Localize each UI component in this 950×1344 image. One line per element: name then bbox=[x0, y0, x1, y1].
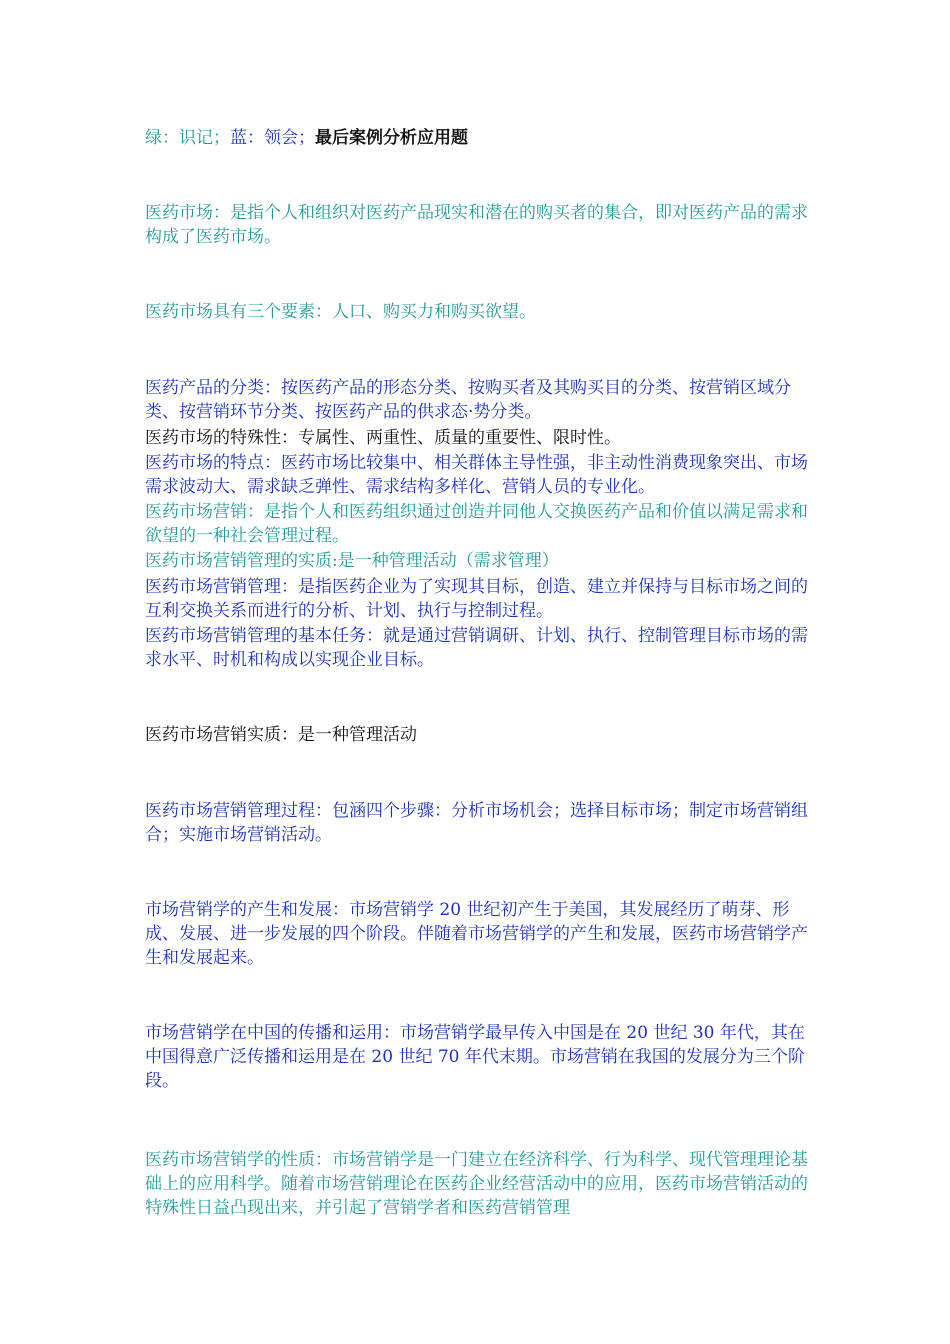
paragraph-market-characteristics: 医药市场的特点：医药市场比较集中、相关群体主导性强，非主动性消费现象突出、市场需求波动大、需求缺乏弹性、需求结构多样化、营销人员的专业化。 bbox=[145, 453, 808, 497]
paragraph-market-particularity: 医药市场的特殊性：专属性、两重性、质量的重要性、限时性。 bbox=[145, 428, 621, 448]
paragraph-marketing-essence: 医药市场营销实质：是一种管理活动 bbox=[145, 725, 417, 745]
paragraph-product-classification: 医药产品的分类：按医药产品的形态分类、按购买者及其购买目的分类、按营销区域分类、按营销环节分类、按医药产品的供求态·势分类。 bbox=[145, 378, 791, 422]
paragraph-discipline-nature: 医药市场营销学的性质：市场营销学是一门建立在经济科学、行为科学、现代管理理论基础上的应用科学。随着市场营销理论在医药企业经营活动中的应用，医药市场营销活动的特殊性日益凸现出来，并引起了营销学者和医药营销管理 bbox=[145, 1150, 808, 1218]
paragraph-marketing-management: 医药市场营销管理：是指医药企业为了实现其目标，创造、建立并保持与目标市场之间的互利交换关系而进行的分析、计划、执行与控制过程。 bbox=[145, 577, 808, 621]
paragraph-marketing-definition: 医药市场营销：是指个人和医药组织通过创造并同他人交换医药产品和价值以满足需求和欲望的一种社会管理过程。 bbox=[145, 502, 808, 546]
paragraph-management-process: 医药市场营销管理过程：包涵四个步骤：分析市场机会；选择目标市场；制定市场营销组合；实施市场营销活动。 bbox=[145, 801, 808, 845]
paragraph-china-spread: 市场营销学在中国的传播和运用：市场营销学最早传入中国是在 20 世纪 30 年代，其在中国得意广泛传播和运用是在 20 世纪 70 年代末期。市场营销在我国的发展分为三个阶段。 bbox=[145, 1023, 805, 1091]
legend-bold-label: 最后案例分析应用题 bbox=[315, 128, 468, 148]
paragraph-pharma-market-definition: 医药市场：是指个人和组织对医药产品现实和潜在的购买者的集合，即对医药产品的需求构成了医药市场。 bbox=[145, 203, 808, 247]
legend-blue-label: 蓝：领会； bbox=[230, 128, 315, 148]
legend-green-label: 绿：识记； bbox=[145, 128, 230, 148]
paragraph-management-essence: 医药市场营销管理的实质:是一种管理活动（需求管理） bbox=[145, 551, 559, 571]
paragraph-market-elements: 医药市场具有三个要素：人口、购买力和购买欲望。 bbox=[145, 302, 536, 322]
paragraph-origin-development: 市场营销学的产生和发展：市场营销学 20 世纪初产生于美国，其发展经历了萌芽、形成、发展、进一步发展的四个阶段。伴随着市场营销学的产生和发展，医药市场营销学产生和发展起来。 bbox=[145, 900, 808, 968]
paragraph-basic-tasks: 医药市场营销管理的基本任务：就是通过营销调研、计划、执行、控制管理目标市场的需求水平、时机和构成以实现企业目标。 bbox=[145, 626, 808, 670]
color-legend bbox=[145, 126, 810, 150]
